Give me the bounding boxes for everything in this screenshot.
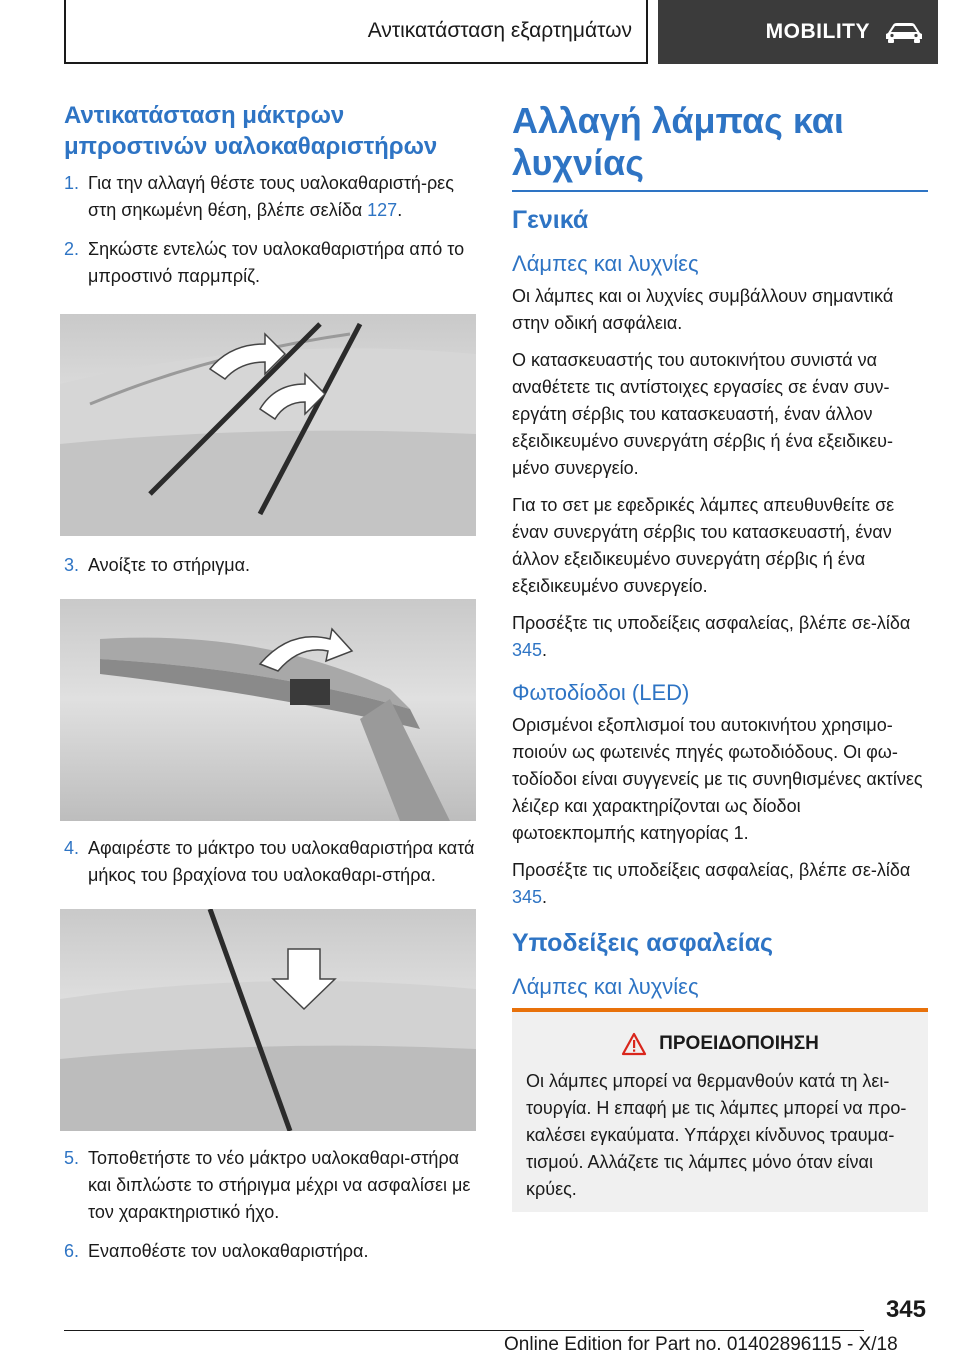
footer-edition: Online Edition for Part no. 01402896115 - X/18 <box>504 1334 898 1355</box>
step-text: Σηκώστε εντελώς τον υαλοκαθαριστήρα από το μπροστινό παρμπρίζ. <box>88 239 465 286</box>
badge-label: MOBILITY <box>765 20 870 43</box>
step-4 <box>64 835 476 889</box>
figure-remove-blade <box>60 909 476 1131</box>
heading-rule <box>512 190 928 192</box>
step-number: 1. <box>64 173 80 193</box>
safety-heading: Υποδείξεις ασφαλείας <box>512 929 774 957</box>
page-number: 345 <box>885 1296 926 1323</box>
figure-open-clip <box>60 599 476 821</box>
header-mobility-badge <box>658 0 938 64</box>
step-text <box>88 170 476 224</box>
step-number: 6. <box>64 1241 80 1261</box>
right-column <box>512 100 928 1006</box>
footer-rule <box>64 1330 864 1331</box>
warning-title-row <box>526 1032 914 1056</box>
step-1 <box>64 170 476 224</box>
page-ref-link[interactable]: 345 <box>512 640 543 660</box>
step-text-end: . <box>397 200 403 220</box>
led-subheading: Φωτοδίοδοι (LED) <box>512 680 690 705</box>
paragraph-5: Ορισμένοι εξοπλισμοί του αυτοκινήτου χρησιμο-ποιούν ως φωτεινές πηγές φωτοδιόδους. Οι φω-τοδίοδοι είναι συγγενείς με τις συνηθισμένες ακτίνες λέιζερ και χαρακτηρίζονται ως δίοδοι φωτοεκπομπής κατηγορίας 1. <box>512 715 923 843</box>
lamps-subheading: Λάμπες και λυχνίες <box>512 251 699 276</box>
step-text: Εναποθέστε τον υαλοκαθαριστήρα. <box>88 1241 369 1261</box>
paragraph-6-text: Προσέξτε τις υποδείξεις ασφαλείας, βλέπε σε-λίδα <box>512 860 911 880</box>
paragraph-4: Προσέξτε τις υποδείξεις ασφαλείας, βλέπε σε-λίδα 345. <box>512 613 911 660</box>
step-3 <box>64 552 476 579</box>
step-text: Τοποθετήστε το νέο μάκτρο υαλοκαθαρι-στήρα και διπλώστε το στήριγμα μέχρι να ασφαλίσει με τον χαρακτηριστικό ήχο. <box>88 1148 471 1222</box>
lamps-subheading-2: Λάμπες και λυχνίες <box>512 974 699 999</box>
lamp-change-heading: Αλλαγή λάμπας και λυχνίας <box>512 100 844 183</box>
warning-text: Οι λάμπες μπορεί να θερμανθούν κατά τη λει-τουργία. Η επαφή με τις λάμπες μπορεί να προ-καλέσει εγκαύματα. Υπάρχει κίνδυνος τραυμα-τισμού. Αλλάζετε τις λάμπες μόνο όταν είναι κρύες. <box>526 1071 907 1199</box>
step-text-body: Για την αλλαγή θέστε τους υαλοκαθαριστή-ρες στη σηκωμένη θέση, βλέπε σελίδα <box>88 173 454 220</box>
paragraph-1: Οι λάμπες και οι λυχνίες συμβάλλουν σημαντικά στην οδική ασφάλεια. <box>512 286 894 333</box>
page-ref-link[interactable]: 127 <box>367 200 398 220</box>
wiper-blade-heading: Αντικατάσταση μάκτρων μπροστινών υαλοκαθαριστήρων <box>64 102 438 160</box>
page-ref-link[interactable]: 345 <box>512 887 543 907</box>
warning-title: ΠΡΟΕΙΔΟΠΟΙΗΣΗ <box>659 1033 819 1054</box>
step-number: 5. <box>64 1148 80 1168</box>
paragraph-2: Ο κατασκευαστής του αυτοκινήτου συνιστά να αναθέτετε τις αντίστοιχες εργασίες σε έναν συν-εργάτη σέρβις του κατασκευαστή, έναν άλλον εξειδικευμένο συνεργάτη σέρβις ή ένα εξειδικευ-μένο συνεργείο. <box>512 350 893 478</box>
warning-triangle-icon <box>621 1032 647 1056</box>
paragraph-4-text: Προσέξτε τις υποδείξεις ασφαλείας, βλέπε σε-λίδα <box>512 613 911 633</box>
left-column <box>64 100 476 1265</box>
step-text: Ανοίξτε το στήριγμα. <box>88 555 250 575</box>
step-number: 4. <box>64 838 80 858</box>
step-2 <box>64 236 476 290</box>
general-heading: Γενικά <box>512 206 589 234</box>
step-5 <box>64 1145 476 1226</box>
header-section-title: Αντικατάσταση εξαρτημάτων <box>367 19 632 42</box>
step-6 <box>64 1238 476 1265</box>
header-section-box <box>64 0 648 64</box>
car-icon <box>884 21 924 43</box>
step-number: 3. <box>64 555 80 575</box>
warning-box <box>512 1008 928 1212</box>
figure-wipers-raised <box>60 314 476 536</box>
paragraph-6: Προσέξτε τις υποδείξεις ασφαλείας, βλέπε σε-λίδα 345. <box>512 860 911 907</box>
step-number: 2. <box>64 239 80 259</box>
paragraph-3: Για το σετ με εφεδρικές λάμπες απευθυνθείτε σε έναν συνεργάτη σέρβις του κατασκευαστή, έναν άλλον εξειδικευμένο συνεργάτη σέρβις ή ένα εξειδικευμένο συνεργείο. <box>512 495 895 596</box>
step-text: Αφαιρέστε το μάκτρο του υαλοκαθαριστήρα κατά μήκος του βραχίονα του υαλοκαθαρι-στήρα. <box>88 838 475 885</box>
